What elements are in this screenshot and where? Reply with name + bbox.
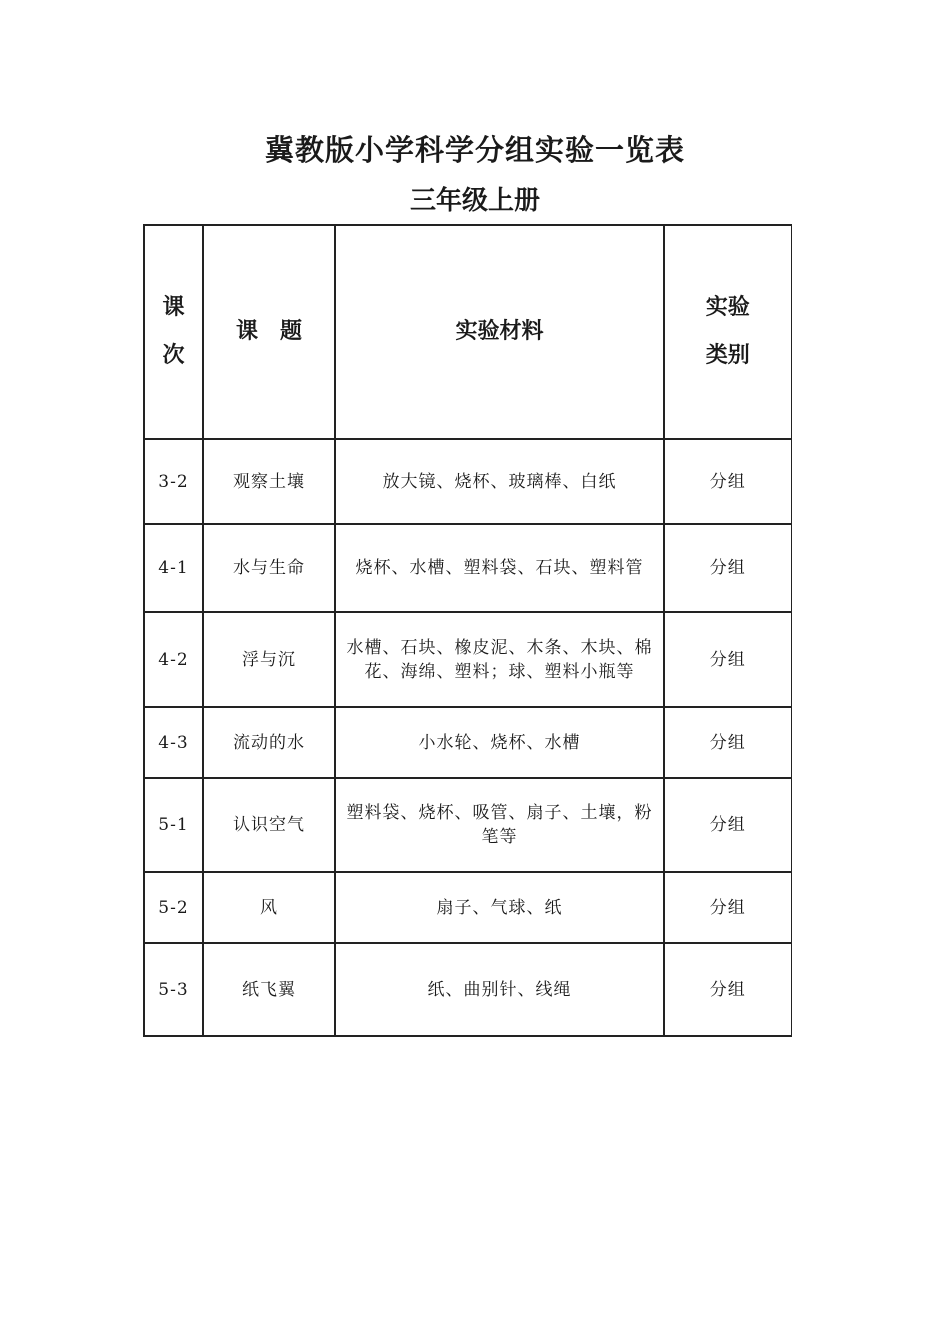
experiment-table — [143, 224, 792, 1037]
cell-lesson: 风 — [203, 872, 335, 943]
table-row — [144, 707, 791, 778]
cell-lesson: 水与生命 — [203, 524, 335, 612]
cell-type: 分组 — [664, 872, 791, 943]
cell-number: 4-1 — [144, 524, 203, 612]
header-materials: 实验材料 — [335, 225, 664, 439]
cell-lesson: 流动的水 — [203, 707, 335, 778]
cell-number: 5-1 — [144, 778, 203, 872]
cell-materials: 扇子、气球、纸 — [335, 872, 664, 943]
cell-type: 分组 — [664, 943, 791, 1036]
cell-number: 5-3 — [144, 943, 203, 1036]
table-row — [144, 612, 791, 707]
cell-number: 4-3 — [144, 707, 203, 778]
header-type: 实验类别 — [664, 225, 791, 439]
table-row — [144, 943, 791, 1036]
cell-materials: 烧杯、水槽、塑料袋、石块、塑料管 — [335, 524, 664, 612]
cell-materials: 塑料袋、烧杯、吸管、扇子、土壤，粉笔等 — [335, 778, 664, 872]
cell-lesson: 认识空气 — [203, 778, 335, 872]
cell-materials: 水槽、石块、橡皮泥、木条、木块、棉花、海绵、塑料；球、塑料小瓶等 — [335, 612, 664, 707]
header-lesson: 课 题 — [203, 225, 335, 439]
document-title: 冀教版小学科学分组实验一览表 — [264, 133, 685, 167]
table-row — [144, 524, 791, 612]
cell-type: 分组 — [664, 707, 791, 778]
cell-type: 分组 — [664, 612, 791, 707]
cell-materials: 放大镜、烧杯、玻璃棒、白纸 — [335, 439, 664, 524]
cell-lesson: 观察土壤 — [203, 439, 335, 524]
cell-type: 分组 — [664, 778, 791, 872]
table-row — [144, 872, 791, 943]
header-number: 课次 — [144, 225, 203, 439]
document-subtitle: 三年级上册 — [409, 186, 540, 216]
table-row — [144, 778, 791, 872]
cell-lesson: 浮与沉 — [203, 612, 335, 707]
cell-type: 分组 — [664, 439, 791, 524]
cell-materials: 纸、曲别针、线绳 — [335, 943, 664, 1036]
cell-number: 3-2 — [144, 439, 203, 524]
cell-number: 5-2 — [144, 872, 203, 943]
table-row — [144, 439, 791, 524]
cell-type: 分组 — [664, 524, 791, 612]
cell-materials: 小水轮、烧杯、水槽 — [335, 707, 664, 778]
header-row — [144, 225, 791, 439]
cell-lesson: 纸飞翼 — [203, 943, 335, 1036]
cell-number: 4-2 — [144, 612, 203, 707]
